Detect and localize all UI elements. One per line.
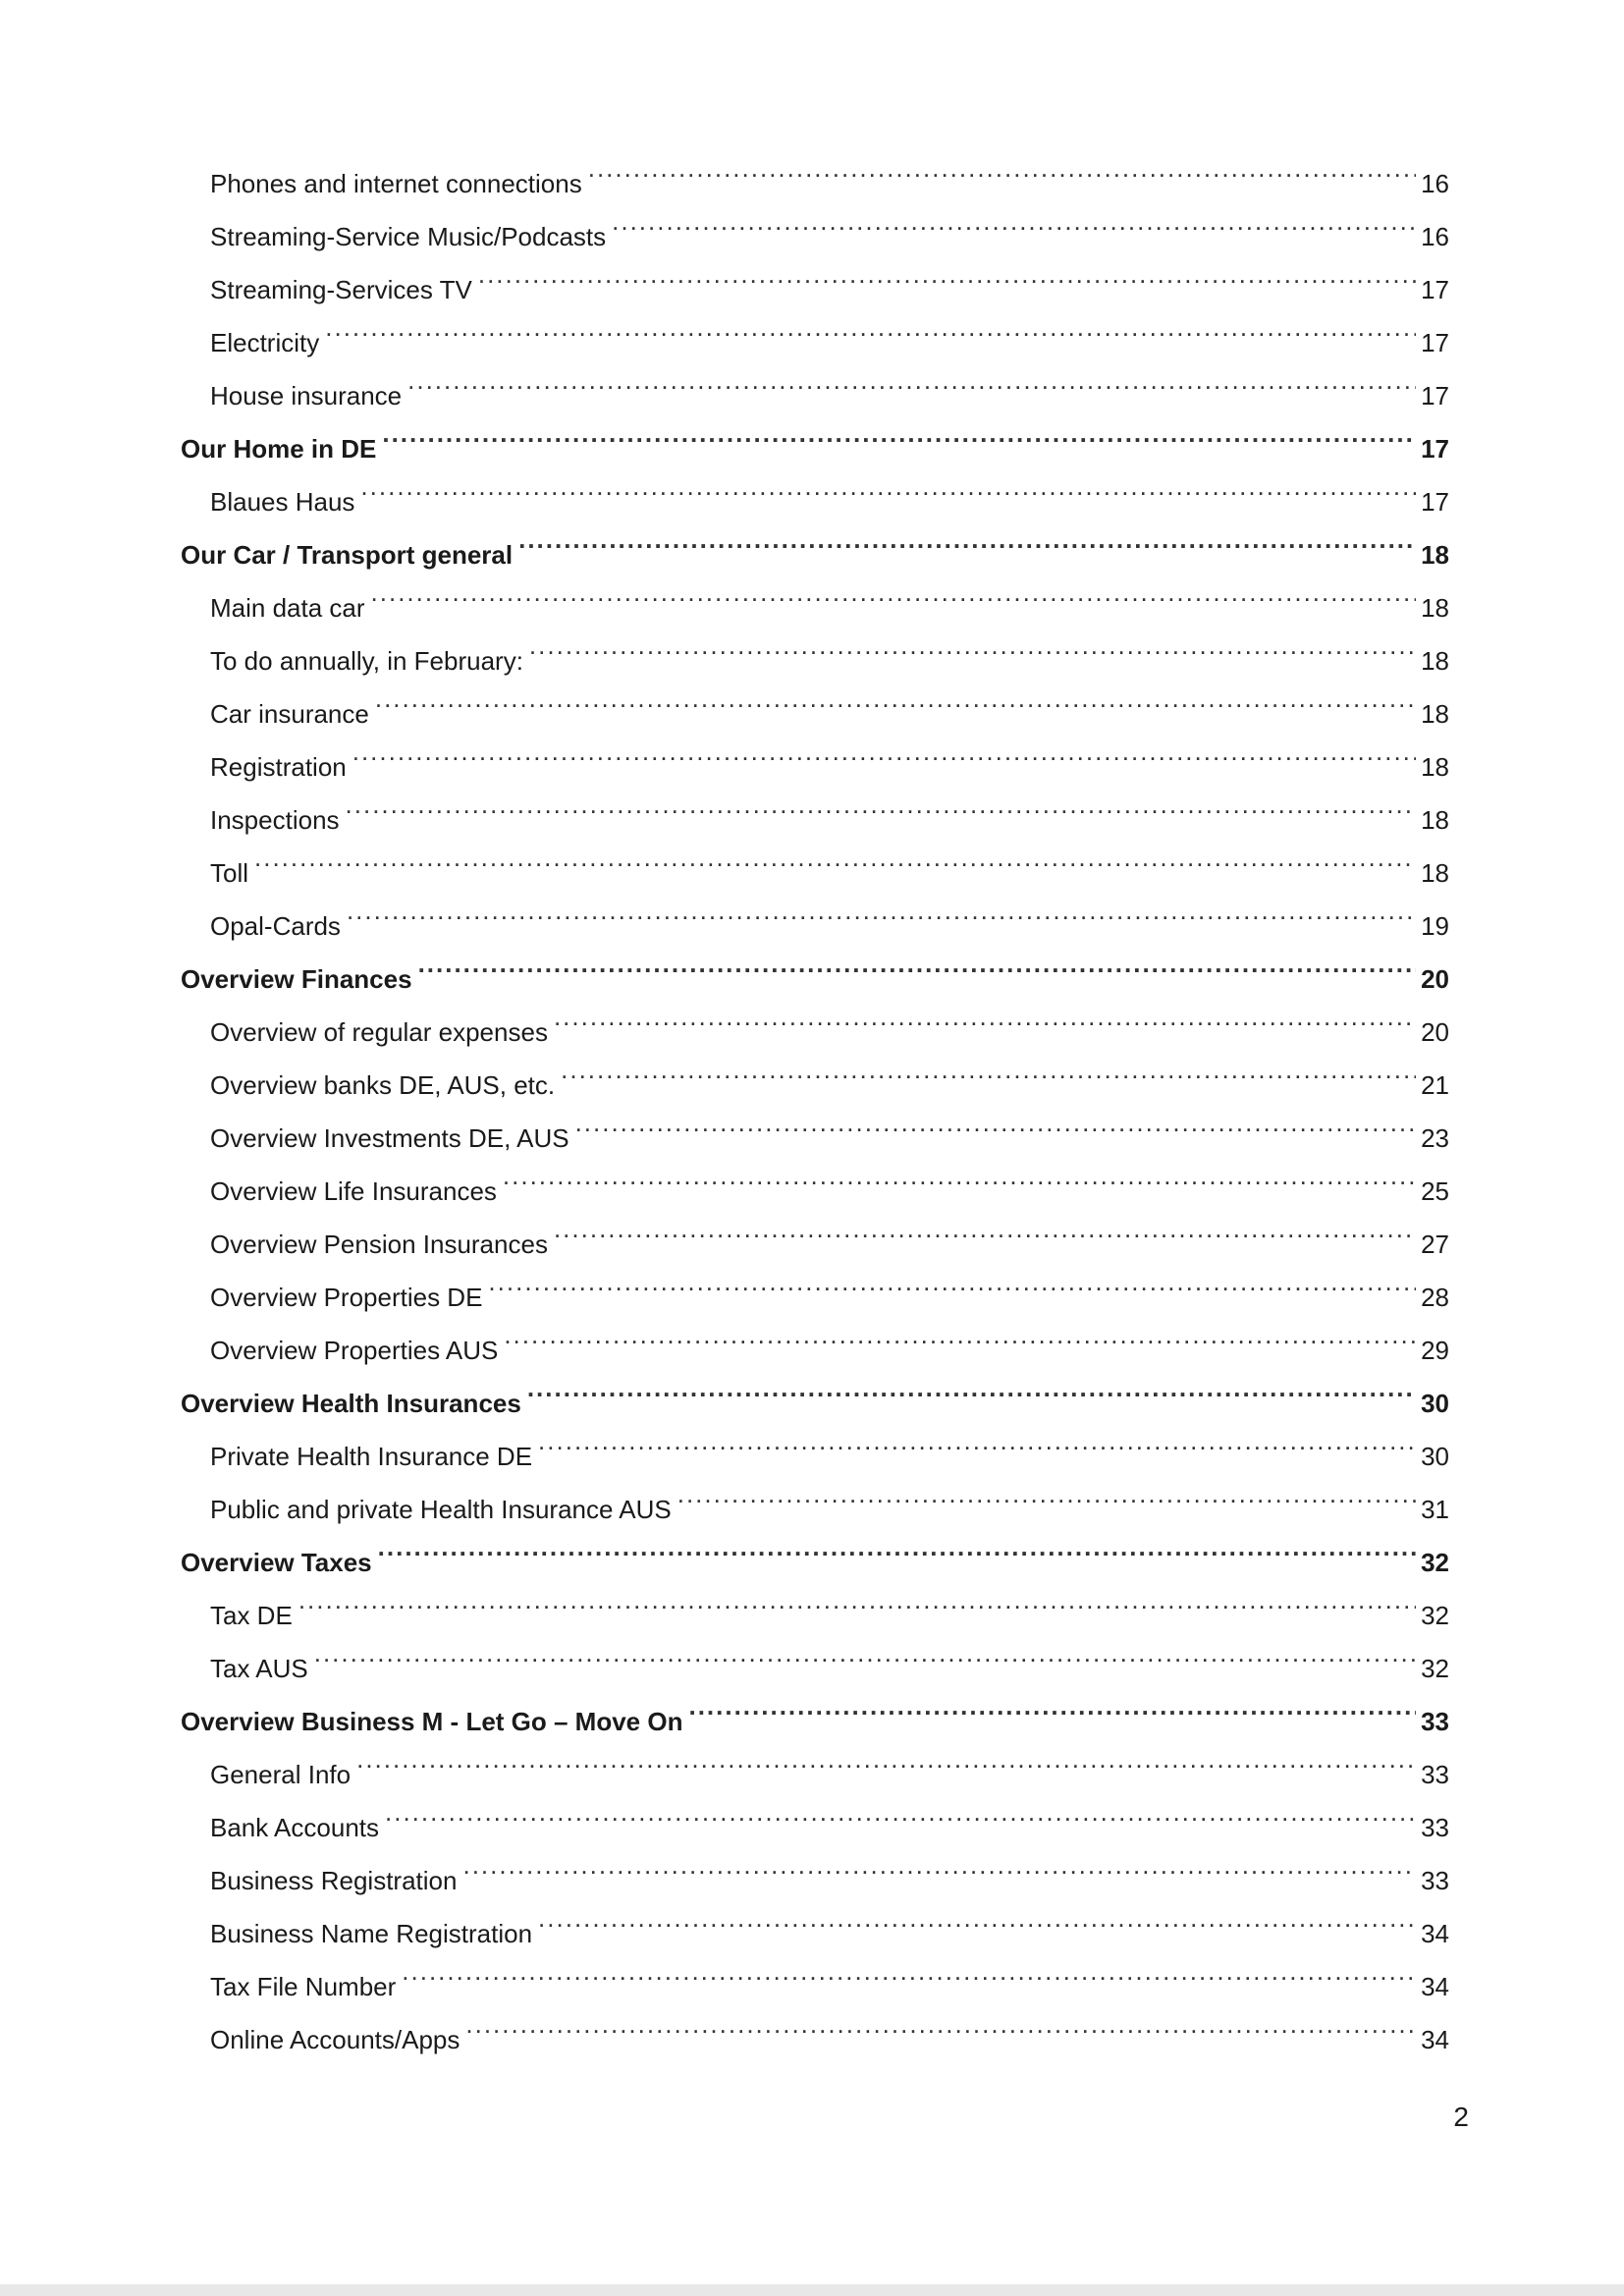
table-of-contents [181, 139, 1449, 2054]
toc-entry-page: 32 [1421, 1601, 1449, 1630]
toc-entry-page: 20 [1421, 1017, 1449, 1047]
toc-entry-page: 32 [1421, 1548, 1449, 1577]
toc-entry-page: 21 [1421, 1070, 1449, 1100]
toc-dot-leader [347, 882, 1416, 935]
toc-dot-leader [527, 1359, 1416, 1412]
toc-entry-title: Private Health Insurance DE [210, 1442, 533, 1471]
toc-entry-title: Overview Properties AUS [210, 1336, 499, 1365]
toc-sub-entry [181, 564, 1449, 623]
toc-dot-leader [371, 564, 1416, 617]
toc-sub-entry [181, 829, 1449, 888]
toc-entry-title: Registration [210, 752, 347, 782]
toc-sub-entry [181, 1730, 1449, 1789]
toc-entry-page: 30 [1421, 1442, 1449, 1471]
toc-entry-title: Our Car / Transport general [181, 540, 514, 570]
toc-entry-page: 32 [1421, 1654, 1449, 1683]
toc-dot-leader [402, 1942, 1416, 1995]
toc-entry-page: 20 [1421, 964, 1449, 994]
toc-entry-title: Car insurance [210, 699, 369, 729]
toc-entry-page: 18 [1421, 540, 1449, 570]
toc-entry-page: 18 [1421, 752, 1449, 782]
toc-entry-title: Electricity [210, 328, 320, 357]
toc-entry-title: Main data car [210, 593, 365, 623]
toc-heading-entry [181, 935, 1449, 994]
toc-entry-page: 17 [1421, 328, 1449, 357]
toc-entry-title: Overview Properties DE [210, 1283, 483, 1312]
toc-dot-leader [385, 1783, 1416, 1836]
toc-heading-entry [181, 511, 1449, 570]
toc-sub-entry [181, 1624, 1449, 1683]
toc-entry-title: Bank Accounts [210, 1813, 379, 1842]
toc-entry-title: Overview Pension Insurances [210, 1230, 548, 1259]
toc-entry-title: Phones and internet connections [210, 169, 582, 198]
page-number: 2 [1453, 2102, 1469, 2132]
toc-dot-leader [612, 192, 1416, 246]
toc-dot-leader [554, 988, 1416, 1041]
toc-sub-entry [181, 776, 1449, 835]
toc-dot-leader [314, 1624, 1416, 1677]
toc-sub-entry [181, 299, 1449, 357]
toc-entry-title: Overview banks DE, AUS, etc. [210, 1070, 556, 1100]
toc-sub-entry [181, 723, 1449, 782]
toc-dot-leader [378, 1518, 1416, 1571]
toc-entry-title: Our Home in DE [181, 434, 377, 464]
toc-dot-leader [356, 1730, 1416, 1783]
toc-entry-page: 27 [1421, 1230, 1449, 1259]
toc-dot-leader [254, 829, 1416, 882]
toc-sub-entry [181, 882, 1449, 941]
toc-entry-page: 34 [1421, 1919, 1449, 1948]
toc-entry-page: 17 [1421, 275, 1449, 304]
toc-entry-page: 30 [1421, 1389, 1449, 1418]
toc-entry-page: 33 [1421, 1760, 1449, 1789]
toc-dot-leader [588, 139, 1416, 192]
toc-dot-leader [462, 1836, 1416, 1889]
toc-entry-title: Business Registration [210, 1866, 458, 1895]
toc-dot-leader [360, 458, 1416, 511]
toc-entry-page: 34 [1421, 2025, 1449, 2054]
toc-dot-leader [504, 1306, 1416, 1359]
toc-dot-leader [352, 723, 1416, 776]
toc-dot-leader [538, 1889, 1416, 1942]
toc-dot-leader [418, 935, 1416, 988]
toc-entry-title: Overview Investments DE, AUS [210, 1123, 569, 1153]
toc-entry-page: 16 [1421, 169, 1449, 198]
toc-dot-leader [529, 617, 1416, 670]
toc-entry-title: Inspections [210, 805, 340, 835]
toc-entry-page: 23 [1421, 1123, 1449, 1153]
toc-entry-page: 18 [1421, 858, 1449, 888]
toc-entry-title: Overview Business M - Let Go – Move On [181, 1707, 683, 1736]
toc-entry-page: 18 [1421, 646, 1449, 676]
toc-entry-page: 16 [1421, 222, 1449, 251]
toc-entry-title: Tax DE [210, 1601, 293, 1630]
toc-entry-title: To do annually, in February: [210, 646, 523, 676]
toc-dot-leader [465, 1995, 1416, 2049]
toc-entry-title: Online Accounts/Apps [210, 2025, 460, 2054]
toc-entry-title: Blaues Haus [210, 487, 355, 517]
toc-dot-leader [325, 299, 1416, 352]
toc-entry-page: 33 [1421, 1866, 1449, 1895]
toc-entry-page: 33 [1421, 1813, 1449, 1842]
toc-entry-title: Overview Taxes [181, 1548, 372, 1577]
toc-entry-page: 25 [1421, 1176, 1449, 1206]
toc-entry-page: 17 [1421, 487, 1449, 517]
toc-dot-leader [346, 776, 1416, 829]
toc-dot-leader [503, 1147, 1416, 1200]
toc-dot-leader [688, 1677, 1416, 1730]
toc-dot-leader [561, 1041, 1416, 1094]
toc-dot-leader [677, 1465, 1416, 1518]
toc-entry-title: Toll [210, 858, 249, 888]
toc-entry-page: 33 [1421, 1707, 1449, 1736]
toc-dot-leader [478, 246, 1416, 299]
toc-entry-title: General Info [210, 1760, 352, 1789]
toc-entry-page: 18 [1421, 699, 1449, 729]
toc-entry-title: Overview Health Insurances [181, 1389, 521, 1418]
toc-entry-title: House insurance [210, 381, 403, 410]
toc-entry-title: Overview Life Insurances [210, 1176, 497, 1206]
toc-entry-page: 17 [1421, 434, 1449, 464]
toc-sub-entry [181, 458, 1449, 517]
toc-dot-leader [407, 352, 1416, 405]
toc-dot-leader [554, 1200, 1416, 1253]
toc-sub-entry [181, 1571, 1449, 1630]
toc-entry-page: 31 [1421, 1495, 1449, 1524]
toc-entry-title: Overview Finances [181, 964, 412, 994]
toc-entry-title: Opal-Cards [210, 911, 341, 941]
toc-sub-entry [181, 352, 1449, 410]
toc-heading-entry [181, 1677, 1449, 1736]
toc-dot-leader [518, 511, 1416, 564]
toc-entry-page: 19 [1421, 911, 1449, 941]
toc-entry-page: 34 [1421, 1972, 1449, 2001]
toc-entry-page: 17 [1421, 381, 1449, 410]
toc-entry-title: Tax AUS [210, 1654, 308, 1683]
toc-dot-leader [382, 405, 1416, 458]
toc-entry-title: Streaming-Service Music/Podcasts [210, 222, 607, 251]
toc-dot-leader [375, 670, 1416, 723]
toc-dot-leader [575, 1094, 1416, 1147]
toc-sub-entry [181, 139, 1449, 198]
toc-entry-title: Streaming-Services TV [210, 275, 472, 304]
toc-entry-title: Business Name Registration [210, 1919, 533, 1948]
toc-entry-page: 18 [1421, 593, 1449, 623]
toc-dot-leader [298, 1571, 1416, 1624]
toc-entry-page: 29 [1421, 1336, 1449, 1365]
toc-entry-title: Tax File Number [210, 1972, 397, 2001]
toc-dot-leader [538, 1412, 1416, 1465]
scan-bottom-edge [0, 2284, 1624, 2296]
toc-entry-page: 28 [1421, 1283, 1449, 1312]
toc-entry-title: Public and private Health Insurance AUS [210, 1495, 672, 1524]
toc-sub-entry [181, 617, 1449, 676]
toc-entry-page: 18 [1421, 805, 1449, 835]
toc-sub-entry [181, 1783, 1449, 1842]
toc-entry-title: Overview of regular expenses [210, 1017, 548, 1047]
toc-dot-leader [488, 1253, 1416, 1306]
